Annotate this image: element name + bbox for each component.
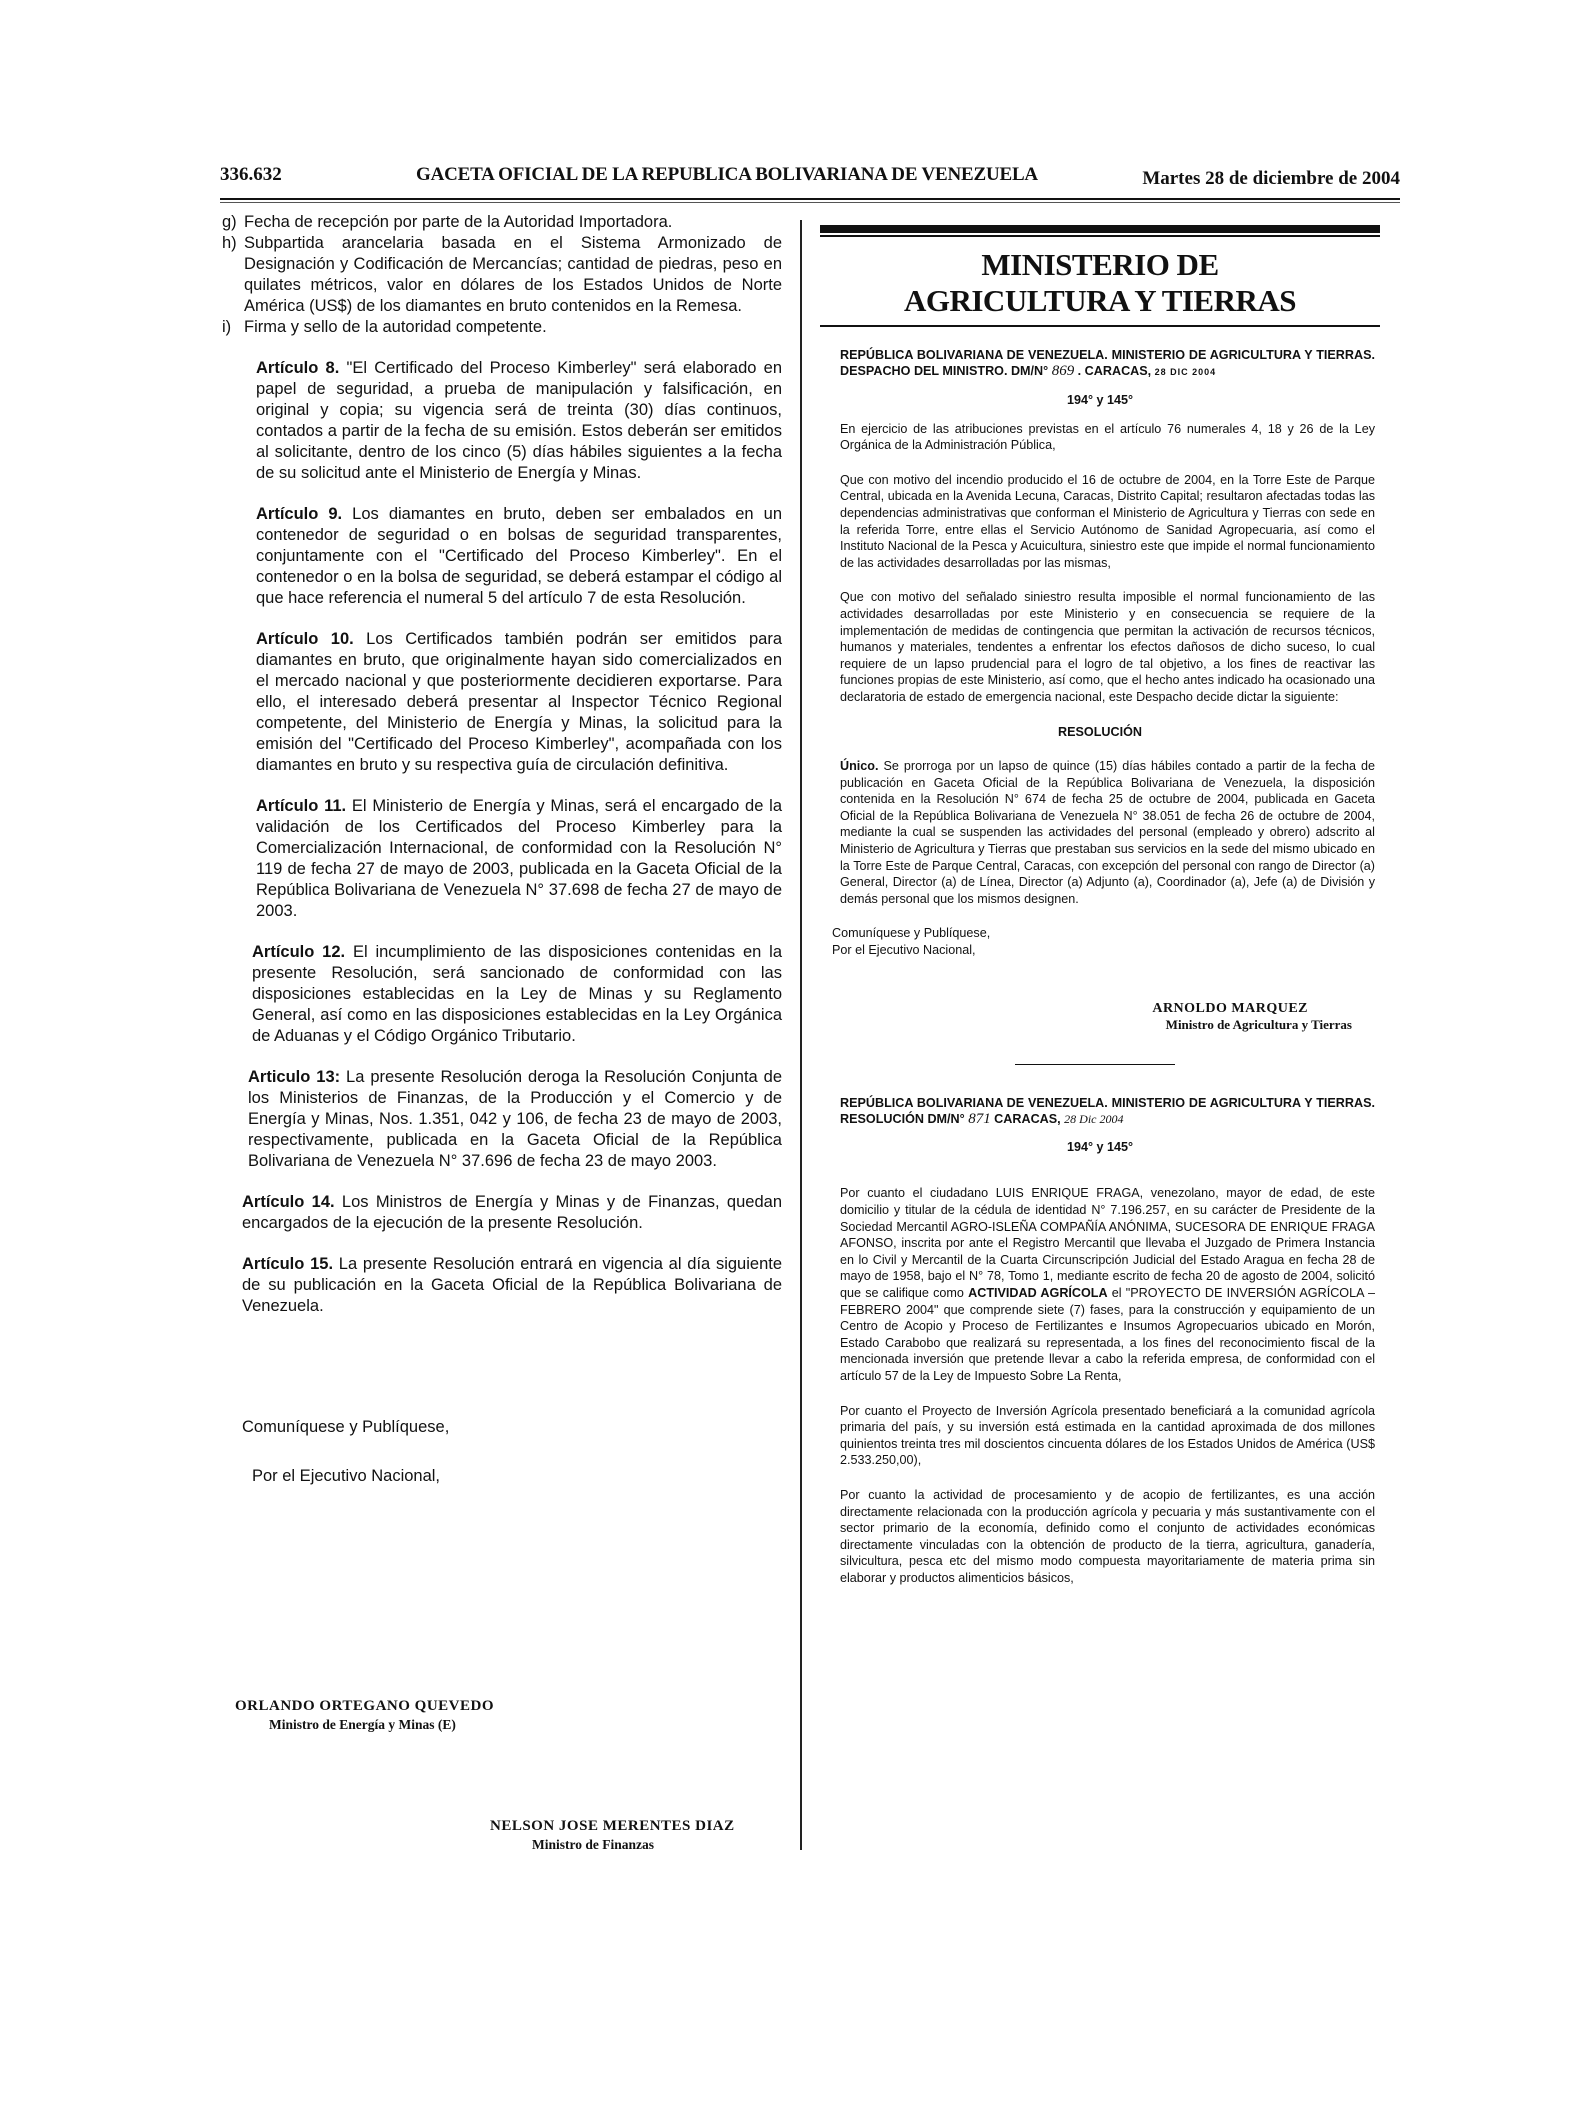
article-title: Artículo 12. (252, 943, 346, 961)
paragraph: Por cuanto la actividad de procesamiento y de acopio de fertilizantes, es una acción directamente relacionada con la producción agrícola y pecuaria y más sustantivamente con el sector primario de la economía, definido como el conjunto de actividades económicas directamente vinculadas con la obtención de producto de la tierra, agricultura, ganadería, silvicultura, pesca etc del mismo modo compuesta mayoritariamente de materia prima sin elaborar y productos alimenticios básicos, (840, 1487, 1375, 1585)
signature-block-agriculture (820, 1001, 1380, 1034)
resolution-871 (820, 1095, 1380, 1587)
unico-text: Se prorroga por un lapso de quince (15) días hábiles contado a partir de la fecha de publicación en Gaceta Oficial de la República Bolivariana de Venezuela, la disposición contenida en la Resolución N° 674 de fecha 25 de octubre de 2004, publicada en Gaceta Oficial de la República Bolivariana de Venezuela N° 38.051 de fecha 26 de octubre de 2004, mediante la cual se suspenden las actividades del personal (empleado y obrero) adscrito al Ministerio de Agricultura y Tierras que prestaban sus servicios en la sede del mismo ubicado en la Torre Este de Parque Central, Caracas, con excepción del personal con rango de Director (a) General, Director (a) de Línea, Director (a) Adjunto (a), Coordinador (a), Jefe (a) de División y demás personal que los mismos designen. (840, 759, 1375, 906)
signatory-title: Ministro de Finanzas (532, 1837, 655, 1852)
ministry-title (820, 247, 1380, 319)
paragraph-text: Por cuanto el ciudadano LUIS ENRIQUE FRAGA, venezolano, mayor de edad, de este domicilio y titular de la cédula de identidad N° 7.196.257, en su carácter de Presidente de la Sociedad Mercantil AGRO-ISLEÑA COMPAÑÍA ANÓNIMA, SUCESORA DE ENRIQUE FRAGA AFONSO, inscrita por ante el Registro Mercantil que llevaba el Juzgado de Primera Instancia en lo Civil y Mercantil de la Cuarta Circunscripción Judicial del Estado Aragua en fecha 28 de mayo de 1958, bajo el N° 78, Tomo 1, mediante escrito de fecha 20 de agosto de 2004, solicitó que se califique como (840, 1186, 1375, 1300)
heading-text: REPÚBLICA BOLIVARIANA DE VENEZUELA. MINISTERIO DE AGRICULTURA Y TIERRAS. DESPACHO DEL MINISTRO. DM/N° (840, 348, 1375, 378)
page-number: 336.632 (220, 164, 282, 185)
article-title: Artículo 15. (242, 1255, 334, 1273)
article-title: Artículo 9. (256, 505, 343, 523)
list-item (222, 233, 782, 317)
resolution-heading (820, 347, 1380, 380)
article-title: Artículo 8. (256, 359, 340, 377)
article-15 (222, 1254, 782, 1317)
page-header (220, 160, 1400, 194)
article-text: El Ministerio de Energía y Minas, será el encargado de la validación de los Certificados del Proceso Kimberley para la Comercialización Internacional, de conformidad con la Resolución N° 119 de fecha 27 de mayo de 2003, publicada en la Gaceta Oficial de la República Bolivariana de Venezuela N° 37.698 de fecha 27 de mayo de 2003. (256, 797, 782, 920)
header-rule (220, 198, 1400, 200)
heading-tail: CARACAS, (990, 1111, 1065, 1126)
paragraph: Por cuanto el Proyecto de Inversión Agrícola presentado beneficiará a la comunidad agrícola primaria del país, y su inversión está estimada en la cantidad aproximada de dos millones quinientos treinta tres mil doscientos cincuenta dólares de los Estados Unidos de América (US$ 2.533.250,00), (840, 1403, 1375, 1468)
resolution-869 (820, 347, 1380, 1034)
signatory-title: Ministro de Energía y Minas (E) (269, 1717, 456, 1732)
signatory-name: NELSON JOSE MERENTES DIAZ (490, 1818, 735, 1834)
date-stamp: 28 DIC 2004 (1154, 367, 1217, 377)
column-divider (800, 220, 802, 1850)
list-text: Firma y sello de la autoridad competente. (244, 318, 547, 336)
article-10 (222, 629, 782, 776)
paragraph: En ejercicio de las atribuciones previstas en el artículo 76 numerales 4, 18 y 26 de la Ley Orgánica de la Administración Pública, (840, 421, 1375, 453)
paragraph: Que con motivo del incendio producido el 16 de octubre de 2004, en la Torre Este de Parque Central, ubicada en la Avenida Lecuna, Caracas, Distrito Capital; resultaron afectadas todas las dependencias administrativas que conforman el Ministerio de Agricultura y Tierras con sede en la referida Torre, entre ellas el Servicio Autónomo de Sanidad Agropecuaria, así como el Instituto Nacional de la Pesca y Acuicultura, siniestro este que impide el normal funcionamiento de las actividades desarrolladas por las mismas, (840, 472, 1375, 570)
article-12 (222, 942, 782, 1047)
header-rule-thin (220, 202, 1400, 203)
article-text: Los Ministros de Energía y Minas y de Finanzas, quedan encargados de la ejecución de la presente Resolución. (242, 1193, 782, 1232)
resolution-heading (820, 1095, 1380, 1127)
list-label: h) (222, 234, 237, 252)
signatory-name: ORLANDO ORTEGANO QUEVEDO (235, 1698, 494, 1714)
list-item (222, 212, 782, 233)
article-title: Artículo 11. (256, 797, 347, 815)
signatory-title: Ministro de Agricultura y Tierras (1165, 1017, 1352, 1033)
list-label: g) (222, 213, 237, 231)
article-9 (222, 504, 782, 609)
closing-communicate: Comuníquese y Publíquese, (832, 926, 991, 941)
resolution-number: 871 (968, 1110, 991, 1127)
paragraph: Que con motivo del señalado siniestro resulta imposible el normal funcionamiento de las actividades desarrolladas por este Ministerio y en consecuencia se requiere de la implementación de medidas de contingencia que permitan la activación de recursos técnicos, humanos y materiales, tendentes a enfrentar los efectos dañosos de dicho suceso, lo cual requiere de un lapso prudencial para el logro de tal objetivo, a los fines de reactivar las funciones propias de este Ministerio, así como, que el hecho antes indicado ha ocasionado una declaratoria de estado de emergencia nacional, este Despacho decide dictar la siguiente: (840, 590, 1375, 704)
paragraph-text: el "PROYECTO DE INVERSIÓN AGRÍCOLA – FEBRERO 2004" que comprende siete (7) fases, para la construcción y equipamiento de un Centro de Acopio y Proceso de Fertilizantes e Insumos Agropecuarios ubicado en Morón, Estado Carabobo que realizará su representada, a los fines del reconocimiento fiscal de la mencionada inversión que pretende llevar a cabo la referida empresa, de conformidad con el artículo 57 de la Ley de Impuesto Sobre La Renta, (840, 1285, 1375, 1383)
article-title: Artículo 14. (242, 1193, 335, 1211)
unico-title: Único. (840, 759, 879, 774)
paragraph (820, 1185, 1380, 1384)
article-title: Artículo 10. (256, 630, 354, 648)
closing-executive: Por el Ejecutivo Nacional, (252, 1467, 441, 1485)
year-line: 194° y 145° (1066, 1139, 1134, 1154)
left-column (222, 212, 782, 1487)
gazette-title: GACETA OFICIAL DE LA REPUBLICA BOLIVARIANA DE VENEZUELA (416, 164, 1038, 185)
heading-tail: . CARACAS, (1074, 364, 1155, 378)
heading-text: REPÚBLICA BOLIVARIANA DE VENEZUELA. MINISTERIO DE AGRICULTURA Y TIERRAS. RESOLUCIÓN DM/N° (840, 1095, 1375, 1126)
ministry-title-line-1: MINISTERIO DE (981, 247, 1219, 282)
article-13 (222, 1067, 782, 1172)
list-item (222, 317, 782, 338)
year-line: 194° y 145° (1066, 393, 1134, 407)
article-text: Los Certificados también podrán ser emitidos para diamantes en bruto, que originalmente hayan sido comercializados en el mercado nacional y que posteriormente decidieren exportarse. Para ello, el interesado deberá presentar al Inspector Técnico Regional competente, del Ministerio de Energía y Minas, la solicitud para la emisión del "Certificado del Proceso Kimberley", acompañada con los diamantes en bruto y su respectiva guía de circulación definitiva. (256, 630, 782, 774)
unico-paragraph (820, 758, 1380, 907)
ministry-top-bar (820, 225, 1380, 233)
section-separator (1015, 1064, 1175, 1065)
ministry-title-line-2: AGRICULTURA Y TIERRAS (903, 283, 1297, 318)
handwritten-date: 28 Dic 2004 (1064, 1111, 1124, 1126)
ministry-top-rule (820, 235, 1380, 237)
article-text: El incumplimiento de las disposiciones contenidas en la presente Resolución, será sancionado de conformidad con las disposiciones establecidas en la Ley de Minas y su Reglamento General, así como en las disposiciones establecidas en la Ley Orgánica de Aduanas y el Código Orgánico Tributario. (252, 943, 782, 1045)
resolution-label: RESOLUCIÓN (1058, 724, 1142, 739)
article-text: La presente Resolución entrará en vigencia al día siguiente de su publicación en la Gaceta Oficial de la República Bolivariana de Venezuela. (242, 1255, 783, 1315)
closing-communicate: Comuníquese y Publíquese, (242, 1418, 450, 1436)
article-8 (222, 358, 782, 484)
article-text: Los diamantes en bruto, deben ser embalados en un contenedor de seguridad o en bolsas de seguridad transparentes, conjuntamente con el "Certificado del Proceso Kimberley". En el contenedor o en la bolsa de seguridad, se deberá estampar el código al que hace referencia el numeral 5 del artículo 7 de esta Resolución. (256, 505, 782, 607)
signature-block-energy (235, 1698, 494, 1733)
article-14 (222, 1192, 782, 1234)
ministry-bottom-rule (820, 325, 1380, 327)
requirements-list (222, 212, 782, 338)
article-text: La presente Resolución deroga la Resolución Conjunta de los Ministerios de Finanzas, de la Producción y el Comercio y de Energía y Minas, Nos. 1.351, 042 y 106, de fecha 23 de mayo de 2003, respectivamente, publicada en la Gaceta Oficial de la República Bolivariana de Venezuela N° 37.696 de fecha 23 de mayo 2003. (248, 1068, 782, 1170)
activity-label: ACTIVIDAD AGRÍCOLA (968, 1285, 1108, 1300)
list-text: Fecha de recepción por parte de la Autoridad Importadora. (244, 213, 673, 231)
list-label: i) (222, 318, 232, 336)
article-text: "El Certificado del Proceso Kimberley" será elaborado en papel de seguridad, a prueba de manipulación y falsificación, en original y copia; su vigencia será de treinta (30) días continuos, contados a partir de la fecha de su emisión. Estos deberán ser emitidos al solicitante, dentro de los cinco (5) días hábiles siguientes a la fecha de su solicitud ante el Ministerio de Energía y Minas. (256, 359, 782, 482)
list-text: Subpartida arancelaria basada en el Sistema Armonizado de Designación y Codificación de Mercancías; cantidad de piedras, peso en quilates métricos, valor en dólares de los Estados Unidos de Norte América (US$) de los diamantes en bruto contenidos en la Remesa. (244, 234, 782, 315)
article-11 (222, 796, 782, 922)
signatory-name: ARNOLDO MARQUEZ (1152, 1000, 1308, 1016)
right-column (820, 225, 1380, 1604)
issue-date: Martes 28 de diciembre de 2004 (1142, 168, 1400, 189)
resolution-number: 869 (1051, 363, 1075, 379)
closing-executive: Por el Ejecutivo Nacional, (832, 943, 976, 958)
article-title: Articulo 13: (248, 1068, 341, 1086)
signature-block-finance (490, 1818, 735, 1853)
